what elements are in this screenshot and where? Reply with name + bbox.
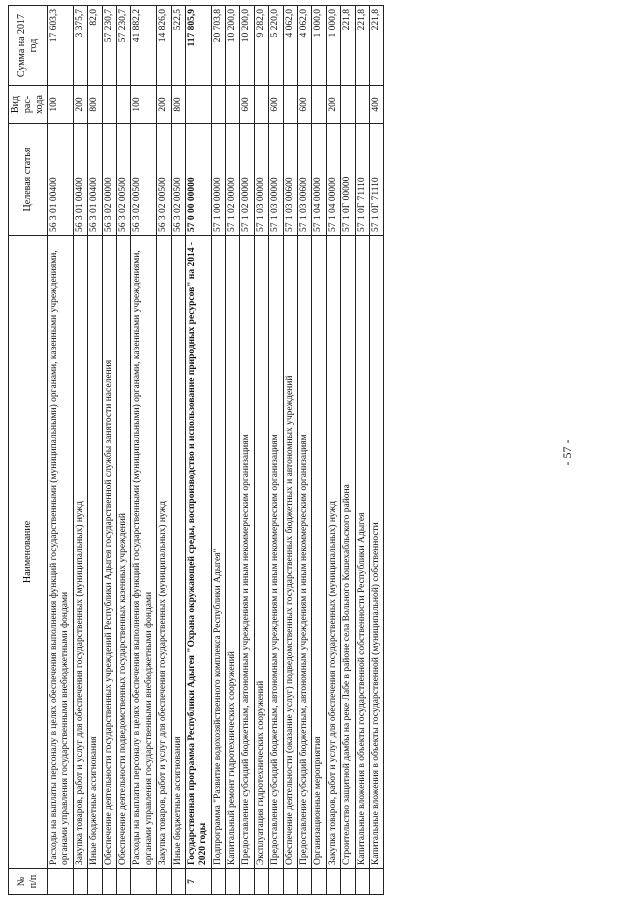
row-number [254,869,268,895]
row-name: Обеспечение деятельности (оказание услуг) подведомственных государственных бюджетных и автономных учреждений [283,236,297,869]
table-body [48,6,384,895]
table-row [240,6,254,895]
row-target-code: 56 3 01 00400 [73,124,87,236]
row-expense-type: 600 [240,86,254,124]
table-row [269,6,283,895]
row-sum: 1 000,0 [312,6,326,86]
table-row [88,6,102,895]
table-row [298,6,312,895]
row-name: Закупка товаров, работ и услуг для обеспечения государственных (муниципальных) нужд [157,236,171,869]
row-number [102,869,116,895]
row-expense-type: 800 [88,86,102,124]
table-row [211,6,225,895]
row-name: Подпрограмма "Развитие водохозяйственного комплекса Республики Адыгея" [211,236,225,869]
row-sum: 221,8 [369,6,383,86]
table-row [131,6,157,895]
row-sum: 1 000,0 [326,6,340,86]
row-sum: 82,0 [88,6,102,86]
col-header-type: Вид рас-хода [9,86,48,124]
row-expense-type [341,86,355,124]
row-expense-type [254,86,268,124]
row-sum: 57 230,7 [116,6,130,86]
table-row [326,6,340,895]
row-expense-type [211,86,225,124]
row-expense-type: 600 [269,86,283,124]
row-sum: 3 375,7 [73,6,87,86]
row-name: Иные бюджетные ассигнования [171,236,185,869]
row-name: Обеспечение деятельности государственных учреждений Республики Адыгея государственной службы занятости населения [102,236,116,869]
row-sum: 221,8 [355,6,369,86]
row-number [283,869,297,895]
row-sum: 10 200,0 [226,6,240,86]
table-row [226,6,240,895]
row-name: Предоставление субсидий бюджетным, автономным учреждениям и иным некоммерческим организациям [269,236,283,869]
row-expense-type [185,86,211,124]
row-expense-type: 200 [73,86,87,124]
row-expense-type: 200 [157,86,171,124]
row-target-code: 57 1 03 00000 [269,124,283,236]
row-expense-type [102,86,116,124]
row-name: Капитальные вложения в объекты государственной собственности Республики Адыгея [355,236,369,869]
row-name: Капитальные вложения в объекты государственной (муниципальной) собственности [369,236,383,869]
row-expense-type: 100 [131,86,157,124]
row-name: Обеспечение деятельности подведомственных государственных казенных учреждений [116,236,130,869]
row-target-code: 56 3 01 00400 [88,124,102,236]
row-target-code: 57 1 04 00000 [312,124,326,236]
page-number: - 57 - [560,439,574,466]
row-number [341,869,355,895]
table-row [254,6,268,895]
table-row [116,6,130,895]
table-row [48,6,74,895]
row-name: Предоставление субсидий бюджетным, автономным учреждениям и иным некоммерческим организациям [240,236,254,869]
row-target-code: 56 3 02 00500 [116,124,130,236]
row-name: Расходы на выплаты персоналу в целях обеспечения выполнения функций государственными (муниципальными) органами, казенными учреждениями, органами управления государственными внебюджетными фондами [48,236,74,869]
row-sum: 20 703,8 [211,6,225,86]
table-row [355,6,369,895]
row-name: Закупка товаров, работ и услуг для обеспечения государственных (муниципальных) нужд [73,236,87,869]
table-row [369,6,383,895]
table-row [73,6,87,895]
row-sum: 41 882,2 [131,6,157,86]
col-header-code: Целевая статья [9,124,48,236]
row-number [355,869,369,895]
row-number [48,869,74,895]
table-row [341,6,355,895]
row-target-code: 57 1 0Г 00000 [341,124,355,236]
row-sum: 4 062,0 [283,6,297,86]
row-target-code: 56 3 01 00400 [48,124,74,236]
budget-table [8,5,384,895]
row-target-code: 56 3 02 00500 [131,124,157,236]
row-number [298,869,312,895]
table-row [157,6,171,895]
row-target-code: 57 0 00 00000 [185,124,211,236]
row-sum: 14 826,0 [157,6,171,86]
row-name: Капитальный ремонт гидротехнических сооружений [226,236,240,869]
row-name: Строительство защитной дамбы на реке Лабе в районе села Вольного Кошехабльского района [341,236,355,869]
col-header-sum: Сумма на 2017 год [9,6,48,86]
row-sum: 57 230,7 [102,6,116,86]
row-expense-type: 800 [171,86,185,124]
row-name: Эксплуатация гидротехнических сооружений [254,236,268,869]
row-number [226,869,240,895]
row-expense-type [355,86,369,124]
row-number [131,869,157,895]
row-target-code: 57 1 0Г 71110 [355,124,369,236]
row-target-code: 56 3 02 00500 [171,124,185,236]
row-number [312,869,326,895]
col-header-name: Наименование [9,236,48,869]
table-row [312,6,326,895]
row-number [116,869,130,895]
row-number [269,869,283,895]
table-row [185,6,211,895]
row-sum: 117 805,9 [185,6,211,86]
row-target-code: 57 1 03 00000 [254,124,268,236]
table-header-row [9,6,48,895]
row-expense-type: 200 [326,86,340,124]
row-sum: 4 062,0 [298,6,312,86]
table-row [283,6,297,895]
row-expense-type: 100 [48,86,74,124]
row-target-code: 57 1 03 00600 [298,124,312,236]
row-number [73,869,87,895]
row-number [326,869,340,895]
row-name: Государственная программа Республики Адыгея "Охрана окружающей среды, воспроизводство и использование природных ресурсов" на 2014 - 2020 годы [185,236,211,869]
row-expense-type [226,86,240,124]
row-sum: 17 603,3 [48,6,74,86]
row-target-code: 56 3 02 00000 [102,124,116,236]
row-number [88,869,102,895]
row-sum: 5 220,0 [269,6,283,86]
row-target-code: 57 1 04 00000 [326,124,340,236]
row-expense-type [312,86,326,124]
table-row [102,6,116,895]
row-expense-type: 400 [369,86,383,124]
row-sum: 10 200,0 [240,6,254,86]
row-number [171,869,185,895]
row-target-code: 56 3 02 00500 [157,124,171,236]
row-number [211,869,225,895]
row-target-code: 57 1 00 00000 [211,124,225,236]
row-target-code: 57 1 03 00600 [283,124,297,236]
row-target-code: 57 1 02 00000 [240,124,254,236]
row-number [369,869,383,895]
row-target-code: 57 1 0Г 71110 [369,124,383,236]
row-number [240,869,254,895]
row-name: Закупка товаров, работ и услуг для обеспечения государственных (муниципальных) нужд [326,236,340,869]
col-header-number: № п/п [9,869,48,895]
row-target-code: 57 1 02 00000 [226,124,240,236]
row-sum: 221,8 [341,6,355,86]
row-sum: 522,5 [171,6,185,86]
row-number [157,869,171,895]
row-name: Иные бюджетные ассигнования [88,236,102,869]
row-sum: 9 282,0 [254,6,268,86]
row-name: Организационные мероприятия [312,236,326,869]
row-number: 7 [185,869,211,895]
table-row [171,6,185,895]
row-expense-type [116,86,130,124]
row-expense-type: 600 [298,86,312,124]
row-name: Расходы на выплаты персоналу в целях обеспечения выполнения функций государственными (муниципальными) органами, казенными учреждениями, органами управления государственными внебюджетными фондами [131,236,157,869]
row-name: Предоставление субсидий бюджетным, автономным учреждениям и иным некоммерческим организациям [298,236,312,869]
row-expense-type [283,86,297,124]
